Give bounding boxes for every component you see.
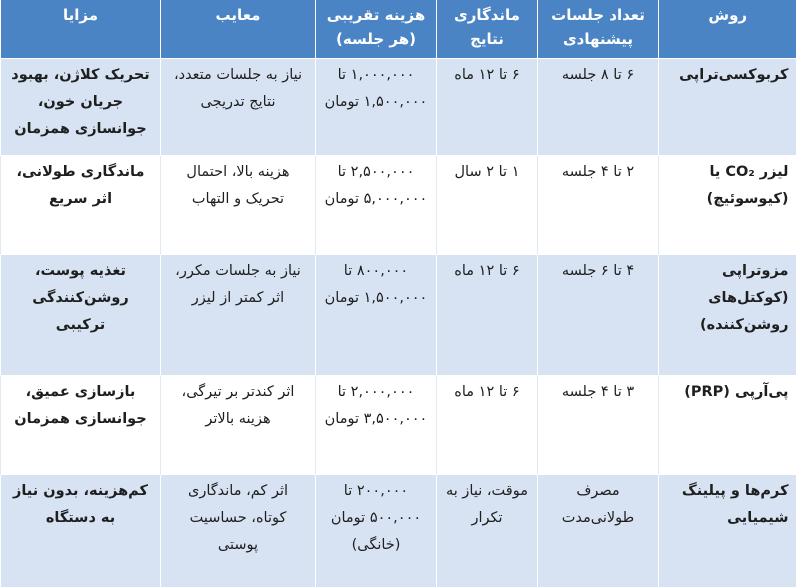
cell-method: کرم‌ها و پیلینگ شیمیایی — [659, 475, 796, 587]
table-row — [1, 156, 796, 255]
header-cost: هزینه تقریبی (هر جلسه) — [316, 0, 437, 59]
cell-pros: تحریک کلاژن، بهبود جریان خون، جوانسازی همزمان — [1, 59, 161, 156]
table-row — [1, 475, 796, 587]
table-body — [1, 59, 796, 587]
cell-cons: اثر کم، ماندگاری کوتاه، حساسیت پوستی — [161, 475, 316, 587]
cell-pros: تغذیه پوست، روشن‌کنندگی ترکیبی — [1, 255, 161, 376]
header-method: روش — [659, 0, 796, 59]
header-sessions: تعداد جلسات پیشنهادی — [538, 0, 659, 59]
cell-duration: ۶ تا ۱۲ ماه — [437, 376, 538, 475]
header-cons: معایب — [161, 0, 316, 59]
cell-duration: ۱ تا ۲ سال — [437, 156, 538, 255]
header-pros: مزایا — [1, 0, 161, 59]
header-duration: ماندگاری نتایج — [437, 0, 538, 59]
cell-duration: ۶ تا ۱۲ ماه — [437, 59, 538, 156]
cell-method: کربوکسی‌تراپی — [659, 59, 796, 156]
cell-cons: نیاز به جلسات متعدد، نتایج تدریجی — [161, 59, 316, 156]
table-row — [1, 255, 796, 376]
cell-cost: ۲,۵۰۰,۰۰۰ تا ۵,۰۰۰,۰۰۰ تومان — [316, 156, 437, 255]
header-row — [1, 0, 796, 59]
cell-cons: نیاز به جلسات مکرر، اثر کمتر از لیزر — [161, 255, 316, 376]
table-row — [1, 376, 796, 475]
cell-cost: ۸۰۰,۰۰۰ تا ۱,۵۰۰,۰۰۰ تومان — [316, 255, 437, 376]
cell-sessions: ۴ تا ۶ جلسه — [538, 255, 659, 376]
cell-method: پی‌آر‌پی (PRP) — [659, 376, 796, 475]
cell-sessions: ۳ تا ۴ جلسه — [538, 376, 659, 475]
cell-sessions: ۲ تا ۴ جلسه — [538, 156, 659, 255]
cell-duration: موقت، نیاز به تکرار — [437, 475, 538, 587]
cell-method: مزوتراپی (کوکتل‌های روشن‌کننده) — [659, 255, 796, 376]
cell-pros: بازسازی عمیق، جوانسازی همزمان — [1, 376, 161, 475]
cell-pros: کم‌هزینه، بدون نیاز به دستگاه — [1, 475, 161, 587]
table-header — [1, 0, 796, 59]
cell-cost: ۱,۰۰۰,۰۰۰ تا ۱,۵۰۰,۰۰۰ تومان — [316, 59, 437, 156]
cell-sessions: ۶ تا ۸ جلسه — [538, 59, 659, 156]
cell-cost: ۲۰۰,۰۰۰ تا ۵۰۰,۰۰۰ تومان (خانگی) — [316, 475, 437, 587]
cell-pros: ماندگاری طولانی، اثر سریع — [1, 156, 161, 255]
cell-duration: ۶ تا ۱۲ ماه — [437, 255, 538, 376]
table-row — [1, 59, 796, 156]
cell-cost: ۲,۰۰۰,۰۰۰ تا ۳,۵۰۰,۰۰۰ تومان — [316, 376, 437, 475]
cell-sessions: مصرف طولانی‌مدت — [538, 475, 659, 587]
cell-method: لیزر CO₂ یا (کیوسوئیچ) — [659, 156, 796, 255]
cell-cons: هزینه بالا، احتمال تحریک و التهاب — [161, 156, 316, 255]
cell-cons: اثر کندتر بر تیرگی، هزینه بالاتر — [161, 376, 316, 475]
